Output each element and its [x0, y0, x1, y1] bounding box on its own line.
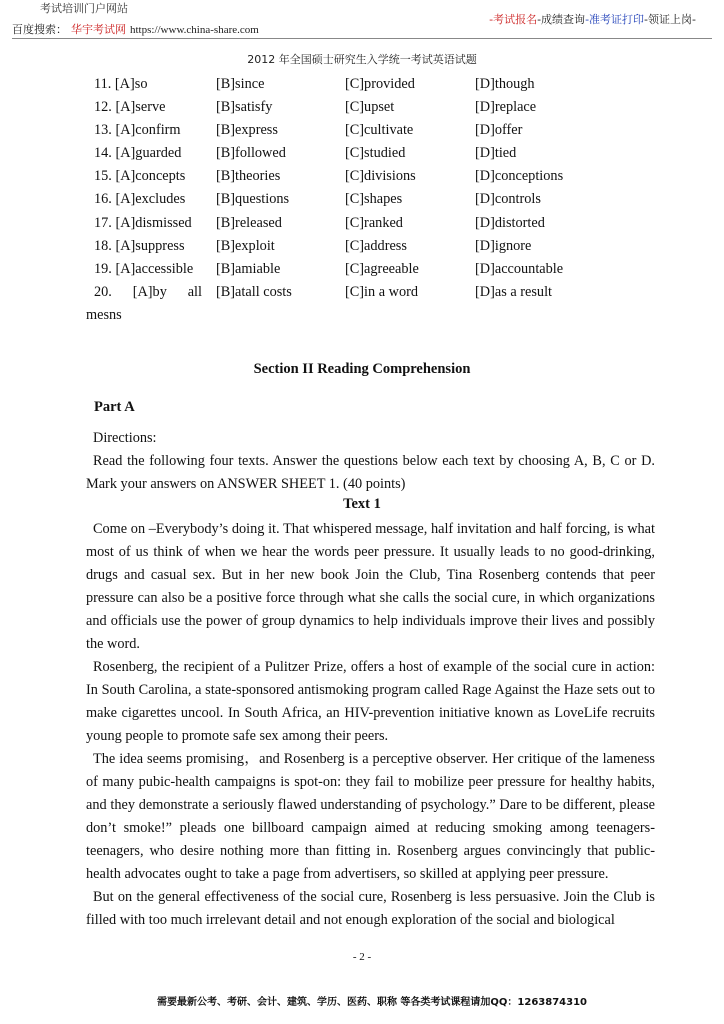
option-d: [D]distorted	[475, 215, 545, 231]
option-d: [D]replace	[475, 99, 537, 115]
header-divider	[12, 38, 712, 39]
option-a	[94, 238, 185, 255]
option-b: [B]atall costs	[216, 284, 292, 300]
question-number: 19.	[94, 261, 112, 277]
footer-ad: 需要最新公考、考研、会计、建筑、学历、医药、职称 等各类考试课程请加QQ：1263874310	[156, 997, 588, 1008]
question-number: 18.	[94, 238, 112, 254]
paragraph: Come on –Everybody’s doing it. That whispered message, half invitation and half forcing, is what most of us think of when we hear the words peer pressure. It usually leads to no good-drinking, drugs and casual sex. But in her new book Join the Club, Tina Rosenberg contends that peer pressure can also be a positive force through what she calls the social cure, in which organizations and officials use the power of group dynamics to help individuals improve their lives and possibly the word.	[86, 521, 655, 652]
brand-link[interactable]: 华宇考试网	[71, 23, 126, 36]
link-certification[interactable]: -领证上岗-	[644, 13, 696, 26]
option-c: [C]shapes	[345, 191, 403, 207]
option-d: [D]accountable	[475, 261, 564, 277]
option-c: [C]studied	[345, 145, 406, 161]
option-a-continuation: mesns	[86, 307, 122, 323]
paragraph: The idea seems promising，and Rosenberg is a perceptive observer. Her critique of the lameness of many pubic-health campaigns is spot-on: they fail to mobilize peer pressure for healthy habits, and they demonstrate a seriously flawed understanding of psychology.” Dare to be different, please don’t smoke!” pleads one billboard campaign aimed at reducing smoking among teenagers-teenagers, who desire nothing more than fitting in. Rosenberg argues convincingly that public-health advocates ought to take a page from advertisers, so skilled at applying peer pressure.	[86, 751, 655, 882]
option-d: [D]offer	[475, 122, 523, 138]
search-label: 百度搜索：	[12, 23, 67, 36]
option-a	[94, 168, 185, 185]
paragraph: Rosenberg, the recipient of a Pulitzer Prize, offers a host of example of the social cure in action: In South Carolina, a state-sponsored antismoking program called Rage Against the Haze sets out to make cigarettes uncool. In South Africa, an HIV-prevention initiative known as LoveLife recruits young people to promote safe sex among their peers.	[86, 659, 655, 744]
page-number: - 2 -	[352, 951, 372, 963]
option-a-text: [A]excludes	[115, 191, 186, 207]
option-a-text: [A]accessible	[115, 261, 194, 277]
option-b: [B]questions	[216, 191, 290, 207]
directions	[86, 427, 655, 496]
paragraph: But on the general effectiveness of the social cure, Rosenberg is less persuasive. Join the Club is filled with too much irrelevant detail and not enough exploration of the social and biological	[86, 889, 655, 928]
question-number: 20.	[94, 284, 112, 300]
option-a-text: [A]guarded	[115, 145, 182, 161]
option-c: [C]provided	[345, 76, 415, 92]
option-a-part2: all	[187, 284, 202, 300]
option-d: [D]though	[475, 76, 535, 92]
option-a	[94, 76, 147, 93]
option-c: [C]in a word	[345, 284, 419, 300]
option-a-text: [A]concepts	[115, 168, 186, 184]
option-c: [C]cultivate	[345, 122, 414, 138]
running-title: 2012 年全国硕士研究生入学统一考试英语试题	[247, 53, 477, 66]
option-c: [C]address	[345, 238, 407, 254]
option-a	[94, 284, 202, 301]
question-number: 16.	[94, 191, 112, 207]
question-number: 12.	[94, 99, 112, 115]
option-a-part1: [A]by	[132, 284, 167, 300]
link-admission-ticket[interactable]: -准考证打印	[585, 13, 645, 26]
option-a	[94, 99, 165, 116]
option-d: [D]tied	[475, 145, 517, 161]
option-c: [C]upset	[345, 99, 395, 115]
option-c: [C]ranked	[345, 215, 403, 231]
option-a-text: [A]dismissed	[115, 215, 192, 231]
option-a-text: [A]suppress	[115, 238, 185, 254]
option-d: [D]as a result	[475, 284, 553, 300]
link-score-query[interactable]: -成绩查询	[537, 13, 586, 26]
option-b: [B]amiable	[216, 261, 281, 277]
option-a-text: [A]serve	[115, 99, 166, 115]
option-a	[94, 145, 181, 162]
option-a	[94, 261, 193, 278]
question-number: 15.	[94, 168, 112, 184]
part-title: Part A	[94, 399, 135, 415]
option-b: [B]exploit	[216, 238, 275, 254]
header-links	[489, 11, 696, 27]
option-c: [C]divisions	[345, 168, 416, 184]
option-d: [D]conceptions	[475, 168, 564, 184]
directions-label: Directions:	[93, 430, 157, 446]
option-b: [B]since	[216, 76, 265, 92]
option-a-text: [A]so	[114, 76, 148, 92]
option-d: [D]ignore	[475, 238, 532, 254]
question-number: 11.	[94, 76, 112, 92]
site-url-link[interactable]: https://www.china-share.com	[130, 24, 259, 36]
link-exam-registration[interactable]: -考试报名	[489, 13, 538, 26]
text-title: Text 1	[343, 496, 381, 512]
option-d: [D]controls	[475, 191, 541, 207]
question-number: 13.	[94, 122, 112, 138]
option-b: [B]express	[216, 122, 278, 138]
option-a	[94, 191, 185, 208]
option-a	[94, 215, 192, 232]
option-c: [C]agreeable	[345, 261, 419, 277]
option-a-text: [A]confirm	[115, 122, 181, 138]
option-b: [B]theories	[216, 168, 281, 184]
question-number: 17.	[94, 215, 112, 231]
option-b: [B]satisfy	[216, 99, 273, 115]
question-number: 14.	[94, 145, 112, 161]
option-a	[94, 122, 181, 139]
section-title: Section II Reading Comprehension	[253, 361, 471, 377]
option-b: [B]released	[216, 215, 282, 231]
header-search-line	[12, 21, 259, 37]
passage	[86, 518, 655, 932]
site-title: 考试培训门户网站	[40, 2, 128, 15]
option-b: [B]followed	[216, 145, 286, 161]
directions-text: Read the following four texts. Answer the questions below each text by choosing A, B, C or D. Mark your answers on ANSWER SHEET 1. (40 points)	[86, 453, 655, 492]
